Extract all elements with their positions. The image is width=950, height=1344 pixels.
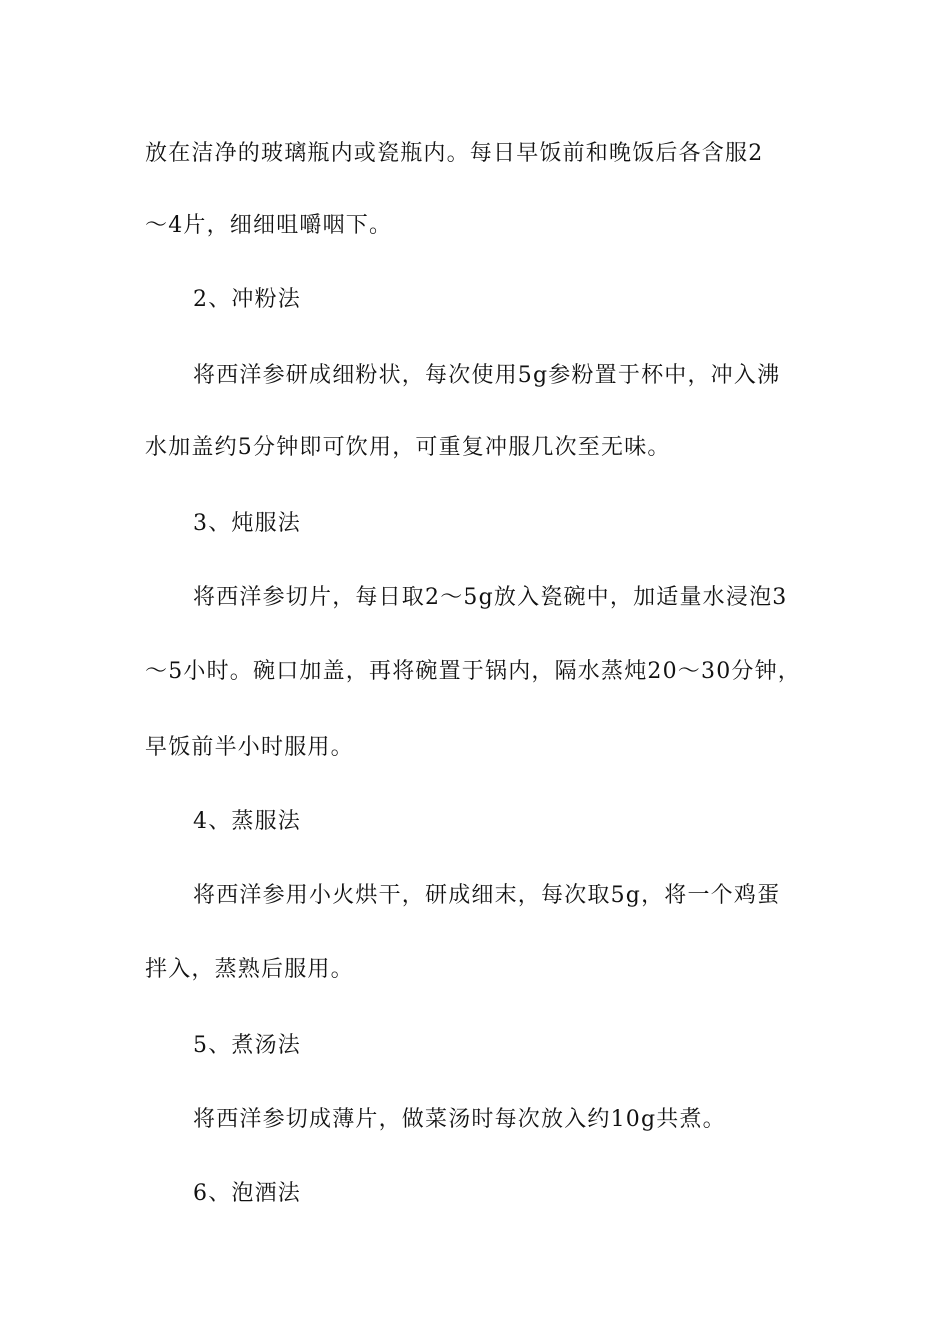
paragraph-line: 将西洋参用小火烘干，研成细末，每次取5g，将一个鸡蛋: [193, 883, 781, 908]
paragraph-line: 将西洋参切片，每日取2～5g放入瓷碗中，加适量水浸泡3: [193, 585, 788, 610]
paragraph-line: 拌入，蒸熟后服用。: [145, 957, 354, 982]
paragraph-line: 放在洁净的玻璃瓶内或瓷瓶内。每日早饭前和晚饭后各含服2: [145, 141, 764, 166]
paragraph-line: ～4片，细细咀嚼咽下。: [145, 213, 393, 238]
paragraph-line: ～5小时。碗口加盖，再将碗置于锅内，隔水蒸炖20～30分钟，: [145, 659, 801, 684]
section-heading-chongfen: 2、冲粉法: [193, 287, 301, 312]
paragraph-line: 水加盖约5分钟即可饮用，可重复冲服几次至无味。: [145, 435, 671, 460]
section-heading-paojiu: 6、泡酒法: [193, 1181, 301, 1206]
paragraph-line: 将西洋参研成细粉状，每次使用5g参粉置于杯中，冲入沸: [193, 363, 781, 388]
section-heading-dunfu: 3、炖服法: [193, 511, 301, 536]
paragraph-line: 早饭前半小时服用。: [145, 735, 354, 760]
section-heading-zhutang: 5、煮汤法: [193, 1033, 301, 1058]
section-heading-zhengfu: 4、蒸服法: [193, 809, 301, 834]
paragraph-line: 将西洋参切成薄片，做菜汤时每次放入约10g共煮。: [193, 1107, 726, 1132]
